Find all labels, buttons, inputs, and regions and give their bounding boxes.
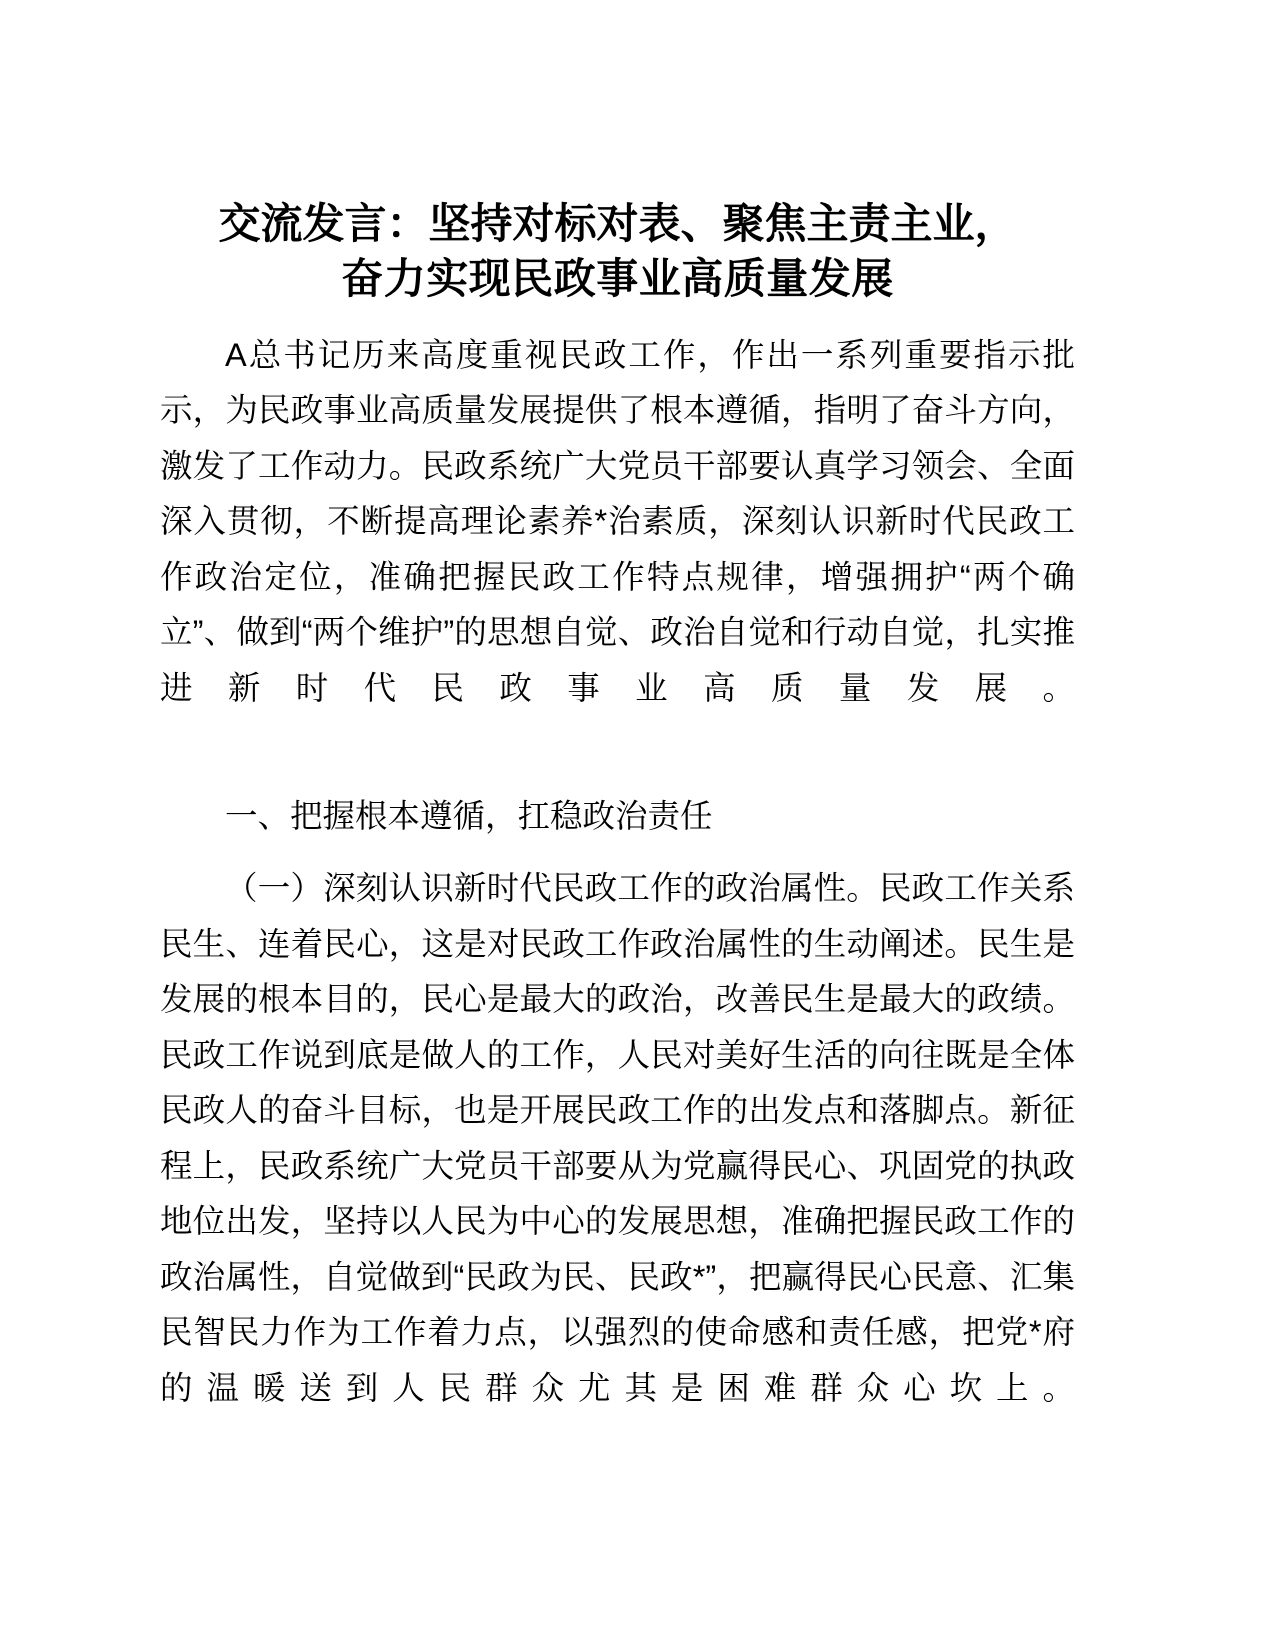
subsection-paragraph-1-1: （一）深刻认识新时代民政工作的政治属性。民政工作关系民生、连着民心，这是对民政工作政治属性的生动阐述。民生是发展的根本目的，民心是最大的政治，改善民生是最大的政绩。民政工作说到底是做人的工作，人民对美好生活的向往既是全体民政人的奋斗目标，也是开展民政工作的出发点和落脚点。新征程上，民政系统广大党员干部要从为党赢得民心、巩固党的执政地位出发，坚持以人民为中心的发展思想，准确把握民政工作的政治属性，自觉做到“民政为民、民政*”，把赢得民心民意、汇集民智民力作为工作着力点，以强烈的使命感和责任感，把党*府的温暖送到人民群众尤其是困难群众心坎上。	[160, 870, 1075, 1406]
section-heading-1: 一、把握根本遵循，扛稳政治责任	[225, 797, 713, 834]
page-title-line-1: 交流发言：坚持对标对表、聚焦主责主业，	[218, 200, 1017, 247]
page-title	[160, 0, 1075, 307]
lead-paragraph: A总书记历来高度重视民政工作，作出一系列重要指示批示，为民政事业高质量发展提供了根本遵循，指明了奋斗方向，激发了工作动力。民政系统广大党员干部要认真学习领会、全面深入贯彻，不断提高理论素养*治素质，深刻认识新时代民政工作政治定位，准确把握民政工作特点规律，增强拥护“两个确立”、做到“两个维护”的思想自觉、政治自觉和行动自觉，扎实推进新时代民政事业高质量发展。	[160, 336, 1075, 706]
page-title-line-2: 奋力实现民政事业高质量发展	[341, 255, 894, 303]
document-content	[160, 0, 1075, 1472]
